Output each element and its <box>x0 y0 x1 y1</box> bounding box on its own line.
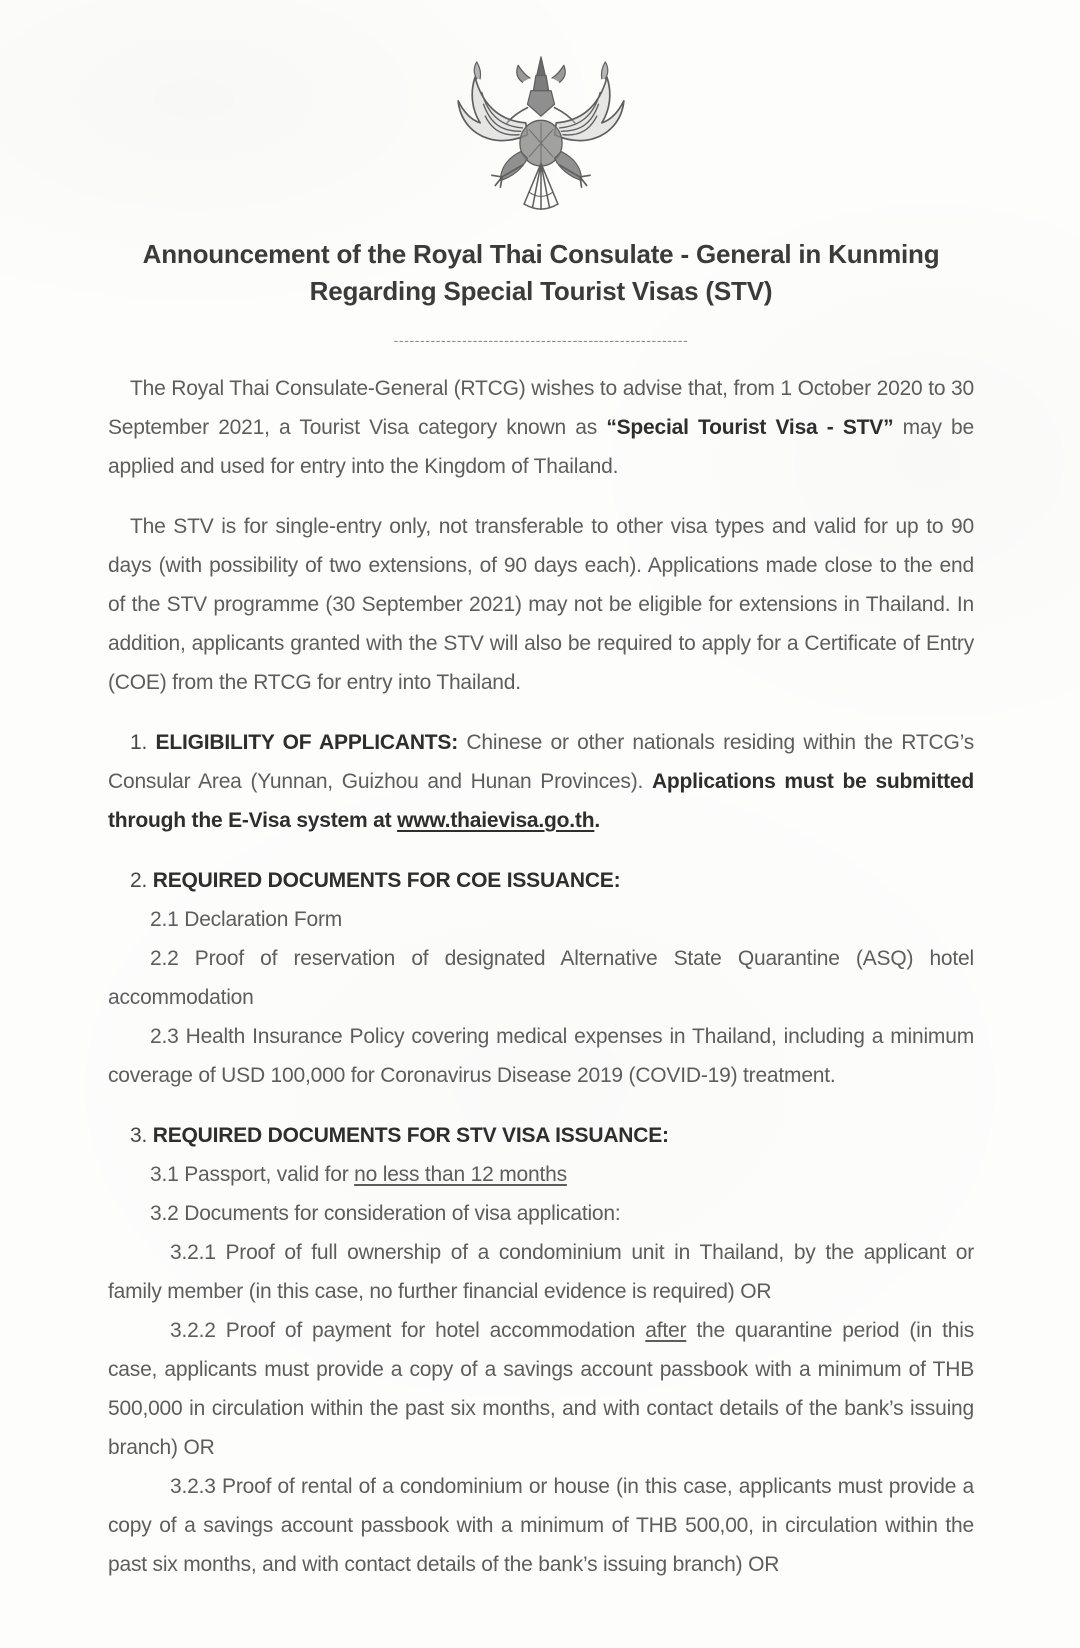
evisa-url-text: www.thaievisa.go.th <box>397 809 595 832</box>
section-1-heading: ELIGIBILITY OF APPLICANTS: <box>155 731 459 754</box>
item-3-1-underlined-phrase: no less than 12 months <box>354 1163 567 1186</box>
list-item-3-2: 3.2 Documents for consideration of visa application: <box>150 1202 621 1225</box>
intro-p1-pre: The Royal Thai Consulate-General (RTCG) wishes to advise that, from 1 October 2020 to 30 September 2021, a Tourist Visa category known as <box>108 377 974 439</box>
document-title-line2: Regarding Special Tourist Visas (STV) <box>309 276 773 306</box>
list-item-2-3: 2.3 Health Insurance Policy covering medical expenses in Thailand, including a minimum coverage of USD 100,000 for Coronavirus Disease 2019 (COVID-19) treatment. <box>108 1025 974 1087</box>
intro-paragraph-1 <box>108 369 974 486</box>
list-item-3-2-2 <box>108 1311 974 1467</box>
section-2-heading-line <box>108 861 974 900</box>
section-1-paragraph <box>108 723 974 840</box>
section-1-final-period: . <box>594 809 600 832</box>
section-3-number: 3. <box>130 1124 153 1147</box>
section-2-number: 2. <box>130 869 153 892</box>
dashed-divider: -------------------------------------------------------- <box>393 332 689 348</box>
section-1-body-text: Chinese or other nationals residing within the RTCG’s Consular Area (Yunnan, Guizhou and Hunan Provinces). <box>108 731 974 793</box>
item-3-2-2-pre: 3.2.2 Proof of payment for hotel accommodation <box>170 1319 646 1342</box>
section-1-number: 1. <box>130 731 156 754</box>
section-3-heading: REQUIRED DOCUMENTS FOR STV VISA ISSUANCE: <box>152 1124 669 1147</box>
list-item-2-2: 2.2 Proof of reservation of designated Alternative State Quarantine (ASQ) hotel accommodation <box>108 947 974 1009</box>
section-3-heading-line <box>108 1116 974 1155</box>
list-item-3-2-3: 3.2.3 Proof of rental of a condominium or house (in this case, applicants must provide a copy of a savings account passbook with a minimum of THB 500,00, in circulation within the past six months, and with contact details of the bank’s issuing branch) OR <box>108 1475 974 1576</box>
section-2-heading: REQUIRED DOCUMENTS FOR COE ISSUANCE: <box>152 869 621 892</box>
item-3-2-2-underlined-word: after <box>645 1319 687 1342</box>
intro-p1-bold-phrase: “Special Tourist Visa - STV” <box>606 416 894 439</box>
item-3-2-2-post: the quarantine period (in this case, applicants must provide a copy of a savings account passbook with a minimum of THB 500,000 in circulation within the past six months, and with contact details of the bank’s issuing branch) OR <box>108 1319 974 1459</box>
section-1-bold-statement: Applications must be submitted through the E-Visa system at <box>108 770 974 832</box>
garuda-emblem-icon <box>108 48 974 218</box>
list-item-3-2-1: 3.2.1 Proof of full ownership of a condominium unit in Thailand, by the applicant or family member (in this case, no further financial evidence is required) OR <box>108 1241 974 1303</box>
document-title-line1: Announcement of the Royal Thai Consulate - General in Kunming <box>142 239 940 269</box>
intro-p1-post: may be applied and used for entry into the Kingdom of Thailand. <box>108 416 974 478</box>
garuda-emblem-svg <box>448 48 634 218</box>
item-3-1-pre: 3.1 Passport, valid for <box>150 1163 355 1186</box>
list-item-3-1 <box>108 1155 974 1194</box>
intro-paragraph-2: The STV is for single-entry only, not transferable to other visa types and valid for up to 90 days (with possibility of two extensions, of 90 days each). Applications made close to the end of the STV programme (30 September 2021) may not be eligible for extensions in Thailand. In addition, applicants granted with the STV will also be required to apply for a Certificate of Entry (COE) from the RTCG for entry into Thailand. <box>108 515 974 694</box>
list-item-2-1: 2.1 Declaration Form <box>150 908 343 931</box>
